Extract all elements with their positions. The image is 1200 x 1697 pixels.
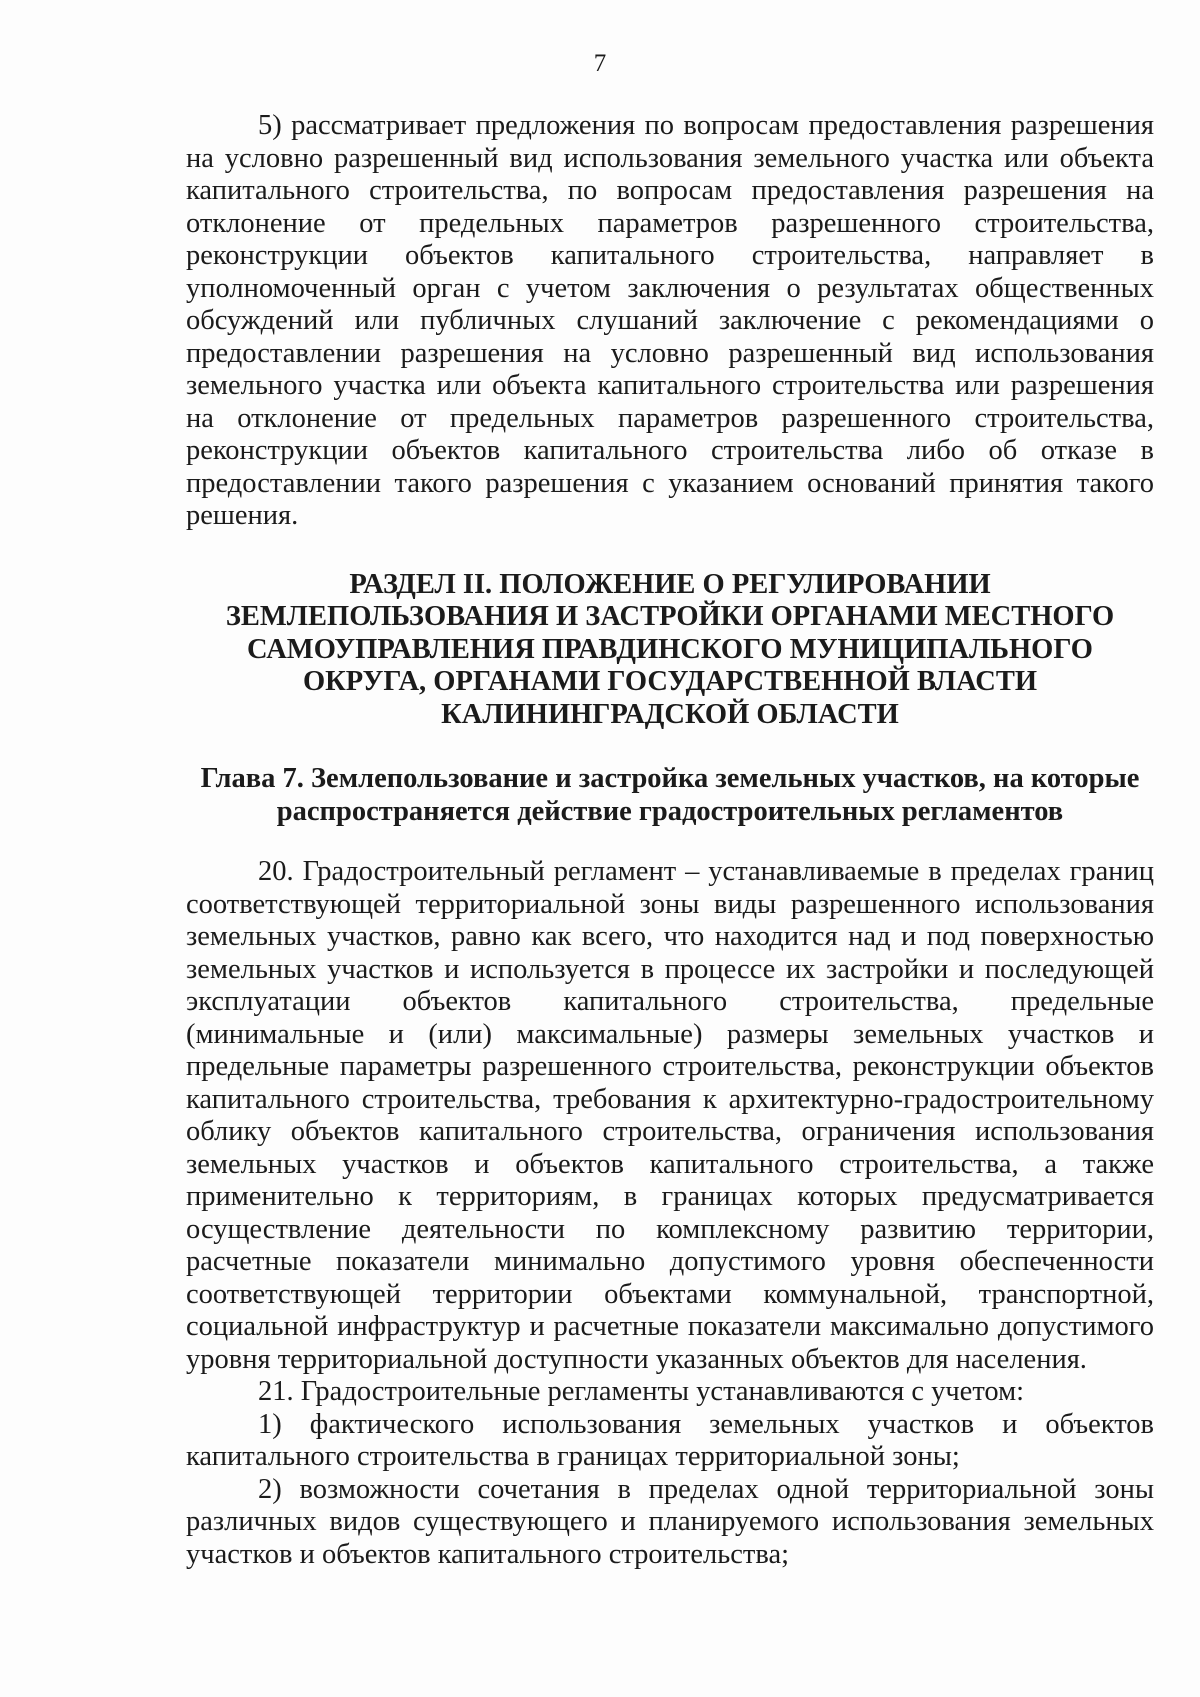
section-heading-line: САМОУПРАВЛЕНИЯ ПРАВДИНСКОГО МУНИЦИПАЛЬНОГО bbox=[247, 633, 1093, 665]
section-heading-line: РАЗДЕЛ II. ПОЛОЖЕНИЕ О РЕГУЛИРОВАНИИ bbox=[349, 568, 991, 600]
section-heading-line: ЗЕМЛЕПОЛЬЗОВАНИЯ И ЗАСТРОЙКИ ОРГАНАМИ МЕСТНОГО bbox=[225, 601, 1115, 632]
section-heading-line: ОКРУГА, ОРГАНАМИ ГОСУДАРСТВЕННОЙ ВЛАСТИ bbox=[302, 666, 1038, 697]
list-item-2: 2) возможности сочетания в пределах одной территориальной зоны различных видов существующего и планируемого использования земельных участков и объектов капитального строительства; bbox=[186, 1473, 1154, 1570]
list-item-1: 1) фактического использования земельных участков и объектов капитального строительства в границах территориальной зоны; bbox=[186, 1408, 1154, 1472]
section-heading-line: КАЛИНИНГРАДСКОЙ ОБЛАСТИ bbox=[441, 698, 899, 730]
chapter-heading bbox=[186, 763, 1154, 828]
page-number: 7 bbox=[593, 50, 607, 77]
chapter-heading-line: Глава 7. Землепользование и застройка земельных участков, на которые bbox=[200, 763, 1140, 794]
paragraph-21: 21. Градостроительные регламенты устанавливаются с учетом: bbox=[258, 1376, 1025, 1407]
section-heading bbox=[186, 569, 1154, 732]
intro-paragraph: 5) рассматривает предложения по вопросам предоставления разрешения на условно разрешенный вид использования земельного участка или объекта капитального строительства, по вопросам предоставления разрешения на отклонение от предельных параметров разрешенного строительства, реконструкции объектов капитального строительства, направляет в уполномоченный орган с учетом заключения о результатах общественных обсуждений или публичных слушаний заключение с рекомендациями о предоставлении разрешения на условно разрешенный вид использования земельного участка или объекта капитального строительства или разрешения на отклонение от предельных параметров разрешенного строительства, реконструкции объектов капитального строительства либо об отказе в предоставлении такого разрешения с указанием оснований принятия такого решения. bbox=[186, 110, 1154, 531]
document-body bbox=[186, 110, 1154, 1571]
paragraph-20: 20. Градостроительный регламент – устанавливаемые в пределах границ соответствующей территориальной зоны виды разрешенного использования земельных участков, равно как всего, что находится над и под поверхностью земельных участков и используется в процессе их застройки и последующей эксплуатации объектов капитального строительства, предельные (минимальные и (или) максимальные) размеры земельных участков и предельные параметры разрешенного строительства, реконструкции объектов капитального строительства, требования к архитектурно-градостроительному облику объектов капитального строительства, ограничения использования земельных участков и объектов капитального строительства, а также применительно к территориям, в границах которых предусматривается осуществление деятельности по комплексному развитию территории, расчетные показатели минимально допустимого уровня обеспеченности соответствующей территории объектами коммунальной, транспортной, социальной инфраструктур и расчетные показатели максимально допустимого уровня территориальной доступности указанных объектов для населения. bbox=[186, 856, 1154, 1375]
chapter-heading-line: распространяется действие градостроительных регламентов bbox=[276, 795, 1064, 827]
